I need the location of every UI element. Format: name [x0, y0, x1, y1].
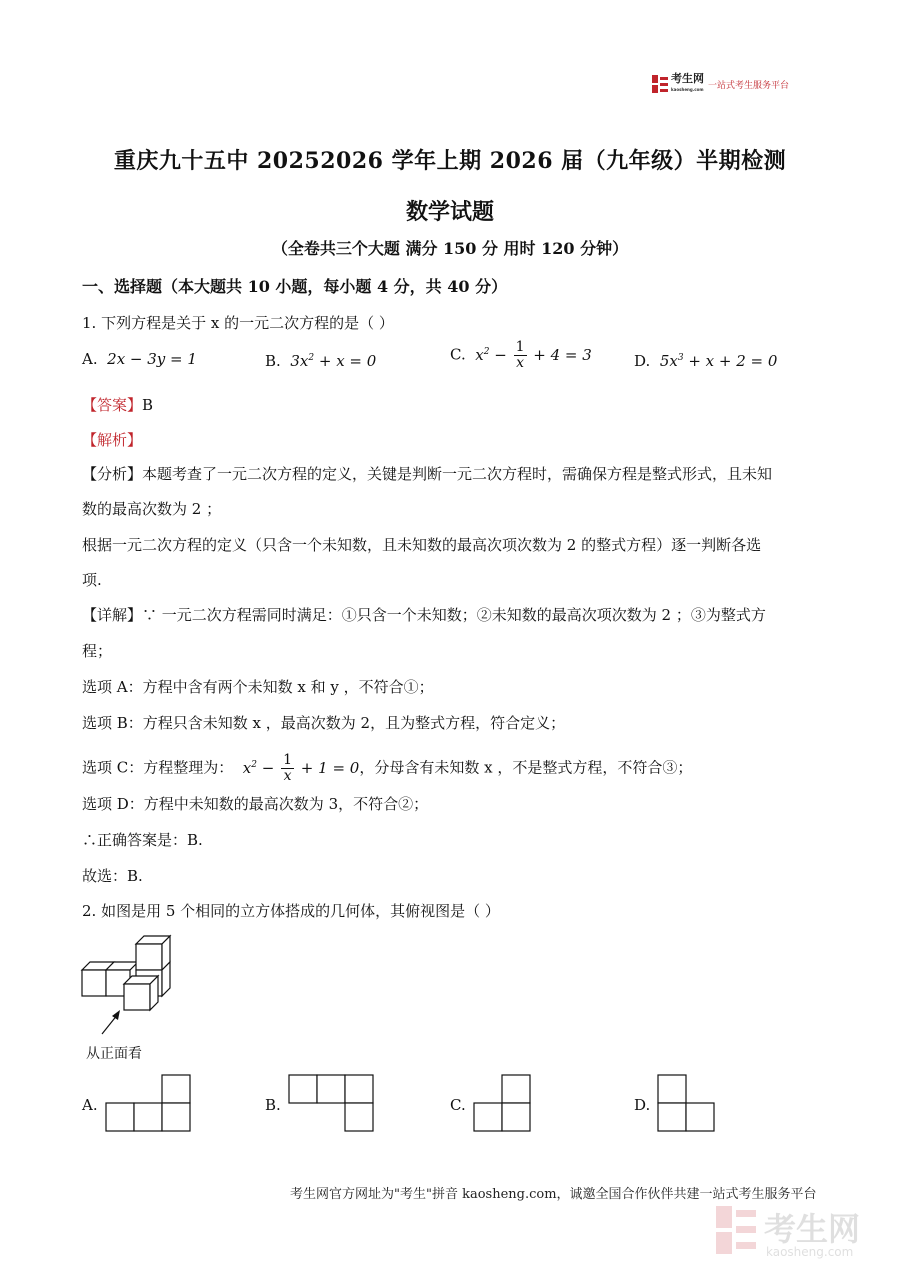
analysis-line-13: 故选：B.: [82, 867, 143, 885]
brand-logo: [652, 72, 789, 96]
brand-name: 考生网 kaosheng.com: [671, 73, 704, 95]
option-b-label: B.: [265, 352, 281, 370]
option-d-formula: $5x^3 + x + 2 = 0$: [655, 352, 778, 370]
analysis-line-10-text: ，分母含有未知数 x ，不是整式方程，不符合③；: [359, 758, 693, 777]
q2-option-c-label: C.: [450, 1096, 466, 1114]
answer-value: B: [142, 396, 154, 414]
answer-tag: 【答案】: [82, 396, 143, 414]
footer-note: 考生网官方网址为"考生"拼音 kaosheng.com，诚邀全国合作伙伴共建一站式考生服务平台: [290, 1187, 817, 1202]
analysis-line-3: 根据一元二次方程的定义（只含一个未知数，且未知数的最高次项次数为 2 的整式方程）逐一判断各选: [82, 536, 762, 554]
option-b-formula: $3x^2 + x = 0$: [285, 352, 377, 370]
option-c-label: C.: [450, 345, 466, 364]
front-view-label: 从正面看: [86, 1046, 142, 1062]
q2-option-c-figure: [472, 1073, 534, 1133]
analysis-line-11: 选项 D：方程中未知数的最高次数为 3，不符合②；: [82, 795, 429, 813]
analysis-line-9-text: 选项 C：方程整理为：: [82, 758, 234, 777]
analysis-line-2: 数的最高次数为 2 ；: [82, 500, 222, 518]
analysis-line-6: 程；: [82, 642, 113, 660]
analysis-line-5: 【详解】∵ 一元二次方程需同时满足：①只含一个未知数；②未知数的最高次项次数为 2 ；③为整式方: [82, 606, 766, 624]
q2-option-a-label: A.: [82, 1096, 98, 1114]
analysis-line-8: 选项 B：方程只含未知数 x ，最高次数为 2，且为整式方程，符合定义；: [82, 714, 566, 732]
analysis-line-4: 项.: [82, 571, 102, 589]
q2-option-a-figure: [104, 1073, 192, 1133]
option-d: [634, 352, 777, 370]
analysis-line-12: ∴正确答案是：B.: [82, 831, 203, 849]
analysis-line-7: 选项 A：方程中含有两个未知数 x 和 y ，不符合①；: [82, 678, 434, 696]
cube-figure: [78, 930, 188, 1035]
question-1-stem: 1. 下列方程是关于 x 的一元二次方程的是（ ）: [82, 314, 394, 332]
page-title: 重庆九十五中 20252026 学年上期 2026 届（九年级）半期检测: [113, 148, 787, 174]
q2-option-d-figure: [656, 1073, 718, 1133]
option-c-rearranged-formula: $x^2$ − $\frac{1}{x}$ + 1 = 0: [238, 752, 360, 784]
analysis-tag: 【解析】: [82, 431, 143, 449]
brand-mark-icon: [652, 75, 668, 93]
brand-domain: kaosheng.com: [671, 87, 704, 92]
option-a-label: A.: [82, 350, 98, 368]
watermark-logo-icon: [712, 1200, 882, 1262]
page-subtitle: 数学试题: [405, 199, 494, 225]
q2-option-d-label: D.: [634, 1096, 651, 1114]
option-d-label: D.: [634, 352, 651, 370]
option-a: [82, 350, 197, 368]
option-b: [265, 352, 376, 370]
section-heading: 一、选择题（本大题共 10 小题，每小题 4 分，共 40 分）: [82, 277, 508, 296]
exam-info: （全卷共三个大题 满分 150 分 用时 120 分钟）: [271, 239, 629, 258]
option-c-formula: $x^2$ − $\frac{1}{x}$ + 4 = 3: [470, 339, 592, 371]
watermark-text: 考生网: [764, 1210, 861, 1248]
option-c: [450, 340, 592, 371]
analysis-line-1: 【分析】本题考查了一元二次方程的定义，关键是判断一元二次方程时，需确保方程是整式形式，且未知: [82, 465, 773, 483]
analysis-line-9: [82, 753, 692, 784]
q2-option-b-figure: [287, 1073, 375, 1133]
question-2-stem: 2. 如图是用 5 个相同的立方体搭成的几何体，其俯视图是（ ）: [82, 902, 500, 920]
answer-line: [82, 394, 153, 415]
watermark-domain: kaosheng.com: [766, 1245, 854, 1259]
brand-slogan: 一站式考生服务平台: [708, 80, 790, 91]
option-a-formula: 2x − 3y = 1: [102, 350, 197, 368]
watermark: [712, 1200, 882, 1266]
q2-option-b-label: B.: [265, 1096, 281, 1114]
